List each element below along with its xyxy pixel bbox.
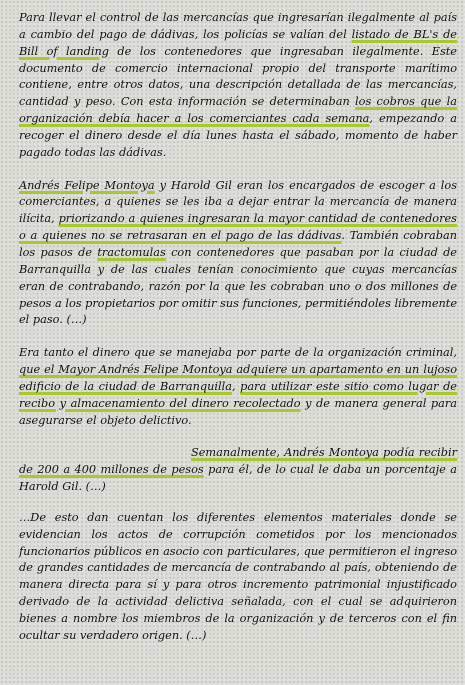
text-segment: con contenedores que pasaban por la ciudad de Barranquilla y de las cuales tenían conocimiento que cuyas mercancías eran de contrabando, razón por la que les cobraban uno o dos millones de pesos a los propietarios por omitir sus funciones, permitiéndoles libremente el paso. (…) bbox=[19, 245, 457, 327]
text-segment: Era tanto el dinero que se manejaba por parte de la organización criminal, bbox=[19, 346, 457, 360]
text-segment: para él, de lo cual le daba un porcentaje a Harold Gil. (…) bbox=[19, 463, 457, 494]
highlighted-text: los cobros que la organización debía hacer a los comerciantes cada semana bbox=[19, 95, 457, 126]
text-segment: , bbox=[231, 379, 241, 393]
text-segment: , empezando a recoger el dinero desde el día lunes hasta el sábado, momento de haber pagado todas las dádivas. bbox=[19, 112, 457, 159]
text-segment: Para llevar el control de las mercancías que ingresarían ilegalmente al país a cambio del pago de dádivas, los policías se valían del bbox=[19, 11, 457, 41]
highlighted-text: para utilizar este sitio como lugar de recibo y almacenamiento del dinero recolectado bbox=[19, 379, 457, 410]
highlighted-text: priorizando a quienes ingresaran la mayor cantidad de contenedores o a quienes no se retrasaran en el pago de las dádivas bbox=[19, 212, 457, 243]
text-segment: de los contenedores que ingresaban ilegalmente. Este documento de comercio internacional propio del transporte marítimo contiene, entre otros datos, una descripción detallada de las mercancías, cantidad y peso. Con esta información se determinaban bbox=[19, 44, 457, 109]
paragraph-semanalmente bbox=[19, 445, 457, 496]
text-segment: . También cobraban los pasos de bbox=[19, 229, 457, 259]
paragraph-apartamento bbox=[19, 345, 457, 429]
highlighted-text: Andrés Felipe Montoya bbox=[19, 178, 155, 192]
text-segment: …De esto dan cuentan los diferentes elementos materiales donde se evidencian los actos de corrupción cometidos por los mencionados funcionarios públicos en asocio con particulares, que permitieron el ingreso de grandes cantidades de mercancía de contrabando al país, obteniendo de manera directa para sí y para otros incremento patrimonial injustificado derivado de la actividad delictiva señalada, con el cual se adquirieron bienes a nombre los miembros de la organización y de terceros con el fin ocultar su verdadero origen. (…) bbox=[19, 510, 457, 642]
highlighted-text: tractomulas bbox=[97, 245, 166, 259]
highlighted-text: que el Mayor Andrés Felipe Montoya adquiere un apartamento en un lujoso edificio de la ciudad de Barranquilla bbox=[19, 363, 457, 393]
paragraph-bill-of-landing bbox=[19, 10, 457, 162]
highlighted-text: listado de BL's de Bill of landing bbox=[19, 27, 457, 58]
text-segment: y de manera general para asegurarse el objeto delictivo. bbox=[19, 396, 457, 427]
paragraph-corrupcion bbox=[19, 510, 457, 645]
paragraph-encargados bbox=[19, 178, 457, 330]
indent-space bbox=[19, 446, 191, 459]
text-segment: y Harold Gil eran los encargados de escoger a los comerciantes, a quienes se les iba a dejar entrar la mercancía de manera ilícita, bbox=[19, 178, 457, 226]
highlighted-text: Semanalmente, Andrés Montoya podía recibir de 200 a 400 millones de pesos bbox=[19, 446, 457, 477]
